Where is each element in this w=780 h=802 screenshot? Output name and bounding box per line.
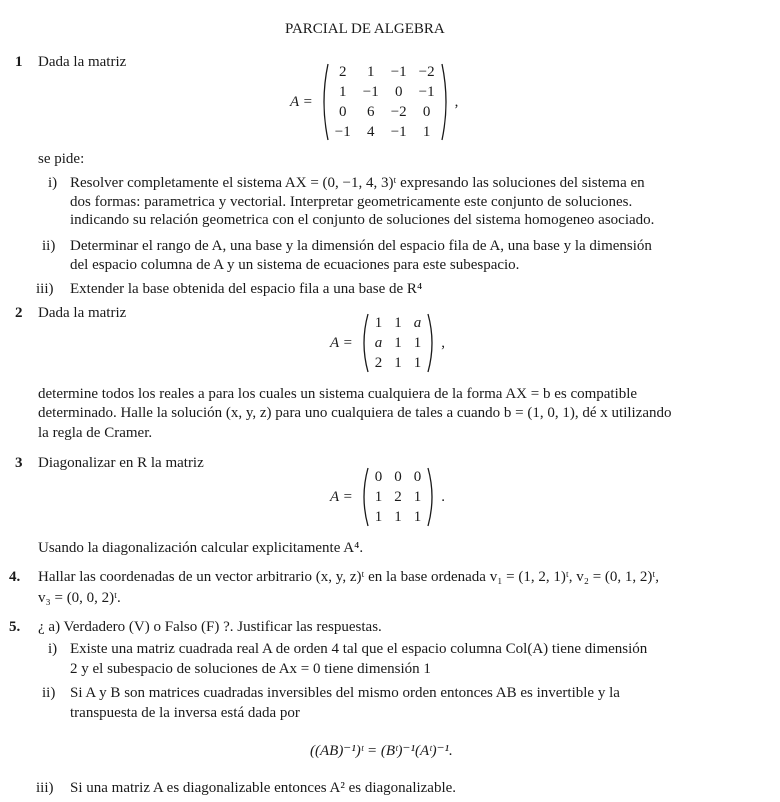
- problem-5-i-label: i): [48, 641, 58, 657]
- problem-3-intro: Diagonalizar en R la matriz: [38, 455, 204, 471]
- problem-5-iii-label: iii): [36, 780, 54, 796]
- left-paren: [359, 312, 369, 374]
- problem-3-line1: Usando la diagonalización calcular explicitamente A⁴.: [38, 540, 364, 556]
- matrix-table: 0 0 0 1 2 1 1 1 1: [374, 469, 422, 525]
- right-paren: [427, 466, 437, 528]
- problem-5-i-line1: Existe una matriz cuadrada real A de orden 4 tal que el espacio columna Col(A) tiene dimensión: [70, 641, 648, 657]
- problem-1-iii-line1: Extender la base obtenida del espacio fila a una base de R⁴: [70, 281, 423, 297]
- problem-2-line2: determinado. Halle la solución (x, y, z) para uno cualquiera de tales a cuando b = (1, 0, 1), dé x utilizando: [38, 405, 672, 421]
- problem-2-line3: la regla de Cramer.: [38, 425, 153, 441]
- problem-1-ii-label: ii): [42, 238, 56, 254]
- problem-5-intro: ¿ a) Verdadero (V) o Falso (F) ?. Justificar las respuestas.: [38, 619, 382, 635]
- problem-1-matrix: [290, 62, 458, 142]
- problem-3-matrix: [330, 466, 445, 528]
- problem-5-i-line2: 2 y el subespacio de soluciones de Ax = 0 tiene dimensión 1: [70, 661, 431, 677]
- problem-3-number: 3: [15, 455, 23, 471]
- problem-1-ii-line2: del espacio columna de A y un sistema de ecuaciones para este subespacio.: [70, 257, 520, 273]
- matrix-label: A =: [330, 489, 353, 505]
- matrix-suffix: .: [441, 489, 446, 505]
- problem-1-iii-label: iii): [36, 281, 54, 297]
- problem-4-line1: Hallar las coordenadas de un vector arbitrario (x, y, z)ᵗ en la base ordenada v₁ = (1, 2, 1)ᵗ, v₂ = (0, 1, 2)ᵗ,: [38, 569, 660, 585]
- problem-1-i-line2: dos formas: parametrica y vectorial. Interpretar geometricamente este conjunto de soluciones.: [70, 194, 633, 210]
- matrix-suffix: ,: [441, 335, 446, 351]
- problem-1-i-line1: Resolver completamente el sistema AX = (0, −1, 4, 3)ᵗ expresando las soluciones del sistema en: [70, 175, 645, 191]
- problem-2-number: 2: [15, 305, 23, 321]
- page-title: PARCIAL DE ALGEBRA: [285, 21, 445, 37]
- matrix-suffix: ,: [454, 94, 459, 110]
- matrix-table: 1 1 a a 1 1 2 1 1: [374, 315, 422, 371]
- problem-5-number: 5.: [9, 619, 21, 635]
- problem-5-ii-line2: transpuesta de la inversa está dada por: [70, 705, 300, 721]
- problem-2-matrix: [330, 312, 445, 374]
- left-paren: [359, 466, 369, 528]
- problem-5-iii-line1: Si una matriz A es diagonalizable entonces A² es diagonalizable.: [70, 780, 457, 796]
- right-paren: [427, 312, 437, 374]
- problem-1-intro: Dada la matriz: [38, 54, 127, 70]
- matrix-label: A =: [290, 94, 313, 110]
- problem-1-ii-line1: Determinar el rango de A, una base y la dimensión del espacio fila de A, una base y la dimensión: [70, 238, 652, 254]
- problem-5-formula: ((AB)⁻¹)ᵗ = (Bᵗ)⁻¹(Aᵗ)⁻¹.: [310, 743, 453, 759]
- problem-1-i-label: i): [48, 175, 58, 191]
- problem-2-intro: Dada la matriz: [38, 305, 127, 321]
- problem-5-ii-line1: Si A y B son matrices cuadradas inversibles del mismo orden entonces AB es invertible y la: [70, 685, 620, 701]
- problem-4-number: 4.: [9, 569, 21, 585]
- problem-2-line1: determine todos los reales a para los cuales un sistema cualquiera de la forma AX = b es compatible: [38, 386, 638, 402]
- matrix-label: A =: [330, 335, 353, 351]
- left-paren: [319, 62, 329, 142]
- problem-1-se-pide: se pide:: [38, 151, 85, 167]
- problem-1-number: 1: [15, 54, 23, 70]
- problem-1-i-line3: indicando su relación geometrica con el conjunto de soluciones del sistema homogeneo asociado.: [70, 212, 655, 228]
- right-paren: [441, 62, 451, 142]
- matrix-table: 2 1 −1 −2 1 −1 0 −1 0 6 −2 0 −1 4 −1 1: [334, 64, 435, 140]
- problem-5-ii-label: ii): [42, 685, 56, 701]
- problem-4-line2: v₃ = (0, 0, 2)ᵗ.: [38, 590, 121, 606]
